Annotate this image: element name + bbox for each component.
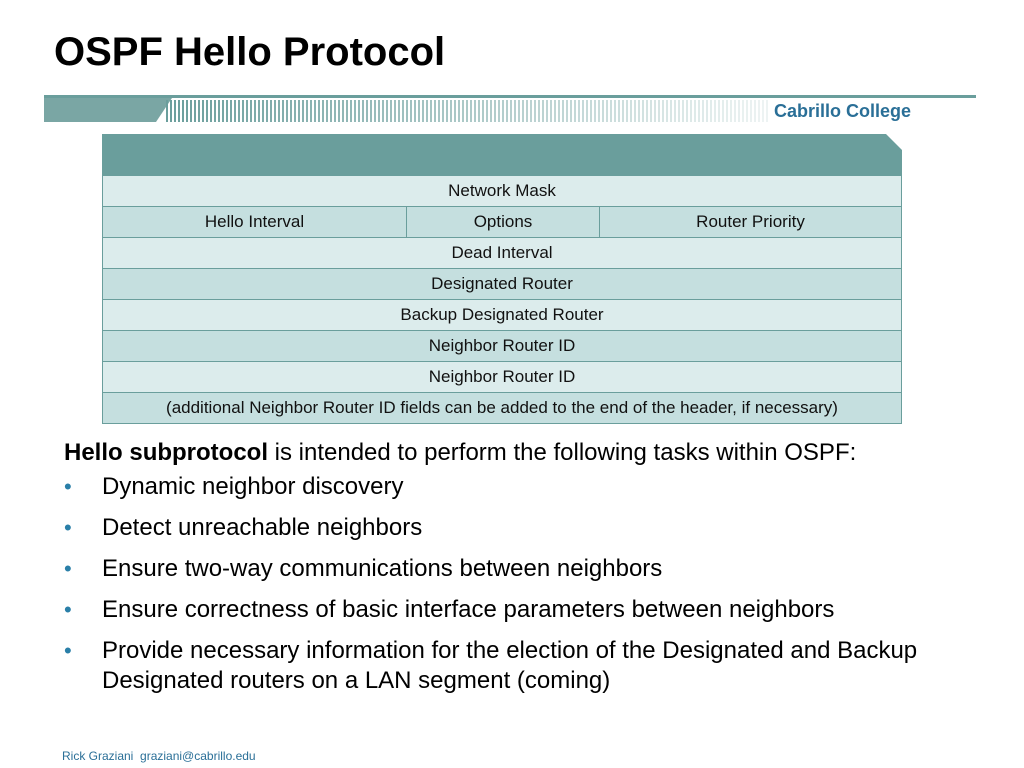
banner-stripe (250, 100, 252, 122)
banner-stripe (582, 100, 584, 122)
banner-stripe (486, 100, 488, 122)
banner-stripe (550, 100, 552, 122)
banner-stripe (546, 100, 548, 122)
banner-stripe (510, 100, 512, 122)
banner-stripe (182, 100, 184, 122)
banner-stripe (714, 100, 716, 122)
bullet-icon: • (64, 515, 72, 540)
packet-row (102, 269, 902, 300)
banner-stripe (262, 100, 264, 122)
banner-stripe (534, 100, 536, 122)
banner-stripe (598, 100, 600, 122)
banner-stripe (746, 100, 748, 122)
banner-stripe (350, 100, 352, 122)
banner-stripe (578, 100, 580, 122)
banner-stripe (754, 100, 756, 122)
banner-stripe (426, 100, 428, 122)
banner-stripe (382, 100, 384, 122)
banner-stripe (722, 100, 724, 122)
banner-stripe (398, 100, 400, 122)
banner-stripe (554, 100, 556, 122)
banner-stripe (310, 100, 312, 122)
banner-stripe (678, 100, 680, 122)
banner-stripe (750, 100, 752, 122)
banner-stripe (470, 100, 472, 122)
banner-stripe (202, 100, 204, 122)
banner-stripe (586, 100, 588, 122)
banner-stripe (570, 100, 572, 122)
list-item (64, 554, 984, 584)
banner-stripe (166, 100, 168, 122)
banner-stripe (418, 100, 420, 122)
banner-stripe (626, 100, 628, 122)
banner-stripe (726, 100, 728, 122)
banner-stripe (670, 100, 672, 122)
packet-corner-fold (886, 134, 902, 150)
banner-stripe (498, 100, 500, 122)
field-dead-interval: Dead Interval (451, 243, 553, 262)
banner-stripe (738, 100, 740, 122)
list-item (64, 513, 984, 543)
banner-stripe (422, 100, 424, 122)
banner-stripe (374, 100, 376, 122)
banner-stripe (186, 100, 188, 122)
banner-stripe (762, 100, 764, 122)
field-neighbor-router-id: Neighbor Router ID (428, 336, 576, 355)
banner-stripe (442, 100, 444, 122)
banner-stripe (686, 100, 688, 122)
banner-stripe (306, 100, 308, 122)
banner-stripe (690, 100, 692, 122)
banner-stripe (478, 100, 480, 122)
banner-stripe (190, 100, 192, 122)
banner-stripe (322, 100, 324, 122)
banner-stripe (174, 100, 176, 122)
banner-stripe (294, 100, 296, 122)
banner-stripe (522, 100, 524, 122)
banner-stripe (446, 100, 448, 122)
banner-stripe (270, 100, 272, 122)
banner-stripe (742, 100, 744, 122)
slide-footer (62, 749, 256, 763)
list-item-text: Detect unreachable neighbors (102, 514, 423, 541)
field-options: Options (406, 207, 599, 237)
banner-stripe (318, 100, 320, 122)
banner-stripe (214, 100, 216, 122)
banner-stripe (574, 100, 576, 122)
banner-stripe (314, 100, 316, 122)
list-item-text: Ensure correctness of basic interface parameters between neighbors (102, 596, 835, 623)
banner-stripe (218, 100, 220, 122)
slide-title: OSPF Hello Protocol (54, 30, 446, 74)
list-item-text: Ensure two-way communications between neighbors (102, 555, 663, 582)
field-designated-router: Designated Router (431, 274, 573, 293)
banner-stripe (638, 100, 640, 122)
banner-stripe (610, 100, 612, 122)
banner-stripe (698, 100, 700, 122)
field-network-mask: Network Mask (448, 181, 556, 200)
packet-row (102, 393, 902, 424)
banner-stripe (210, 100, 212, 122)
banner-stripe (170, 100, 172, 122)
banner-stripe (454, 100, 456, 122)
banner-stripe (730, 100, 732, 122)
footer-author: Rick Graziani (62, 749, 134, 763)
banner-stripe (394, 100, 396, 122)
banner-stripe (514, 100, 516, 122)
banner-stripe (618, 100, 620, 122)
banner-stripe (530, 100, 532, 122)
banner-stripe (226, 100, 228, 122)
packet-row (102, 362, 902, 393)
bullet-icon: • (64, 556, 72, 581)
banner-stripe (346, 100, 348, 122)
banner-stripe (590, 100, 592, 122)
banner-stripe (666, 100, 668, 122)
banner-stripe (494, 100, 496, 122)
banner-stripe (358, 100, 360, 122)
banner-stripe (338, 100, 340, 122)
field-neighbor-router-id: Neighbor Router ID (428, 367, 576, 386)
bullet-icon: • (64, 638, 72, 663)
banner-stripe (234, 100, 236, 122)
banner-stripe (266, 100, 268, 122)
banner-stripe (286, 100, 288, 122)
banner-stripe (370, 100, 372, 122)
banner-stripe (274, 100, 276, 122)
banner-stripe (622, 100, 624, 122)
banner-stripe (330, 100, 332, 122)
banner-stripe (222, 100, 224, 122)
banner-stripe (538, 100, 540, 122)
footer-email: graziani@cabrillo.edu (140, 749, 256, 763)
banner-stripe (658, 100, 660, 122)
field-hello-interval: Hello Interval (204, 212, 305, 231)
banner-stripe (614, 100, 616, 122)
banner-stripe (258, 100, 260, 122)
banner-stripe (410, 100, 412, 122)
banner-stripe (566, 100, 568, 122)
banner-stripe (354, 100, 356, 122)
college-logo-text: Cabrillo College (774, 101, 912, 121)
banner-stripe (662, 100, 664, 122)
intro-text: is intended to perform the following tasks within OSPF: (268, 439, 857, 466)
banner-stripe (406, 100, 408, 122)
banner-stripe (518, 100, 520, 122)
banner-stripe (558, 100, 560, 122)
banner-stripe (242, 100, 244, 122)
banner-stripe (254, 100, 256, 122)
banner-stripe (390, 100, 392, 122)
banner-stripe (654, 100, 656, 122)
banner-stripe (334, 100, 336, 122)
packet-row (102, 207, 902, 238)
banner-stripe (458, 100, 460, 122)
banner-stripe (450, 100, 452, 122)
banner-stripe (282, 100, 284, 122)
banner-stripe (362, 100, 364, 122)
field-additional-neighbors-note: (additional Neighbor Router ID fields can be added to the end of the header, if necessary) (166, 398, 838, 417)
banner-stripe (206, 100, 208, 122)
bullet-icon: • (64, 597, 72, 622)
banner-stripe (682, 100, 684, 122)
banner-stripe (646, 100, 648, 122)
banner-stripe (562, 100, 564, 122)
banner-stripe (342, 100, 344, 122)
banner-stripe (594, 100, 596, 122)
banner-stripe (278, 100, 280, 122)
packet-row (102, 331, 902, 362)
banner-stripe (606, 100, 608, 122)
banner-stripe (178, 100, 180, 122)
banner-stripe (198, 100, 200, 122)
list-item (64, 636, 984, 696)
banner-stripe (246, 100, 248, 122)
bullet-icon: • (64, 474, 72, 499)
banner-stripe (506, 100, 508, 122)
list-item (64, 472, 984, 502)
banner-stripe (430, 100, 432, 122)
banner-stripe (710, 100, 712, 122)
packet-header-bar (102, 134, 902, 176)
banner-stripe (674, 100, 676, 122)
banner-stripe (718, 100, 720, 122)
banner-stripe (634, 100, 636, 122)
list-item-text: Dynamic neighbor discovery (102, 473, 404, 500)
banner-stripe (502, 100, 504, 122)
intro-paragraph (64, 438, 984, 468)
packet-row (102, 176, 902, 207)
banner-stripe (526, 100, 528, 122)
banner-stripe (438, 100, 440, 122)
banner-stripe (402, 100, 404, 122)
banner-stripe (474, 100, 476, 122)
field-backup-designated-router: Backup Designated Router (400, 305, 604, 324)
list-item-text: Provide necessary information for the election of the Designated and Backup Designated routers on a LAN segment (coming) (102, 637, 918, 694)
banner-stripe (602, 100, 604, 122)
banner-stripe (378, 100, 380, 122)
banner-stripe (758, 100, 760, 122)
intro-bold-term: Hello subprotocol (64, 439, 268, 466)
banner-stripe (302, 100, 304, 122)
banner-stripe (630, 100, 632, 122)
banner-stripe (702, 100, 704, 122)
banner-stripe (366, 100, 368, 122)
banner-stripe (734, 100, 736, 122)
banner-stripe (542, 100, 544, 122)
banner-stripe (238, 100, 240, 122)
banner-stripe (386, 100, 388, 122)
banner-stripe (490, 100, 492, 122)
banner-stripe (642, 100, 644, 122)
banner-stripe (414, 100, 416, 122)
list-item (64, 595, 984, 625)
task-list (64, 472, 984, 696)
banner-stripe (298, 100, 300, 122)
banner-stripe (466, 100, 468, 122)
banner-stripe (194, 100, 196, 122)
banner-stripe (230, 100, 232, 122)
packet-row (102, 300, 902, 331)
banner-stripe (434, 100, 436, 122)
banner-stripe (482, 100, 484, 122)
banner-stripe (650, 100, 652, 122)
banner-stripe (326, 100, 328, 122)
banner-stripe (766, 100, 768, 122)
banner-stripe (706, 100, 708, 122)
hello-packet-diagram (102, 134, 902, 424)
banner-stripe (462, 100, 464, 122)
field-router-priority: Router Priority (599, 207, 901, 237)
banner-stripe (290, 100, 292, 122)
banner-stripe (694, 100, 696, 122)
slide-body (64, 438, 984, 707)
packet-row (102, 238, 902, 269)
